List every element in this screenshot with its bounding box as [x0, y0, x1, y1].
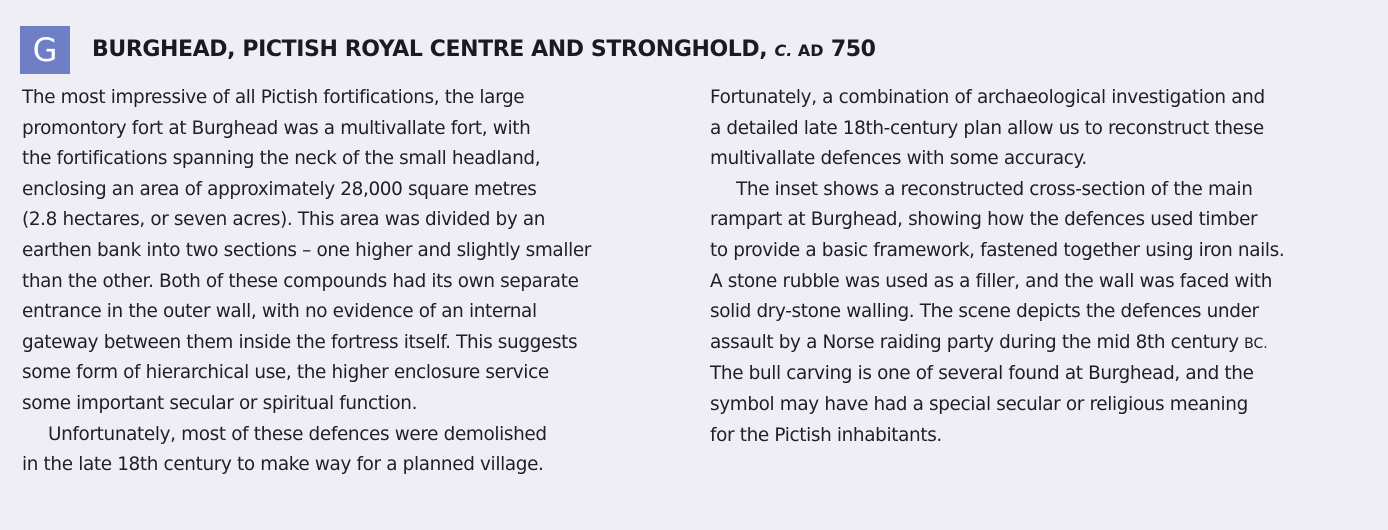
- text-line: rampart at Burghead, showing how the defences used timber: [710, 209, 1258, 231]
- text-line: solid dry-stone walling. The scene depicts the defences under: [710, 301, 1259, 323]
- text-line: symbol may have had a special secular or religious meaning: [710, 393, 1248, 415]
- text-line: in the late 18th century to make way for a planned village.: [22, 454, 544, 476]
- text-line: A stone rubble was used as a filler, and the wall was faced with: [710, 270, 1273, 292]
- left-text-column: [22, 83, 692, 481]
- text-line: multivallate defences with some accuracy.: [710, 148, 1087, 170]
- section-letter-badge: G: [20, 26, 70, 74]
- text-line: Fortunately, a combination of archaeological investigation and: [710, 87, 1265, 108]
- section-title: BURGHEAD, PICTISH ROYAL CENTRE AND STRONGHOLD,: [92, 37, 768, 62]
- text-line-content: assault by a Norse raiding party during the mid 8th century: [710, 331, 1239, 353]
- text-line: a detailed late 18th-century plan allow us to reconstruct these: [710, 117, 1264, 139]
- text-line: the fortifications spanning the neck of the small headland,: [22, 148, 541, 170]
- text-line: promontory fort at Burghead was a multivallate fort, with: [22, 117, 531, 139]
- text-line: some important secular or spiritual function.: [22, 392, 418, 414]
- left-paragraph-1: [22, 83, 692, 420]
- text-line: [710, 328, 1380, 360]
- right-paragraph-1: [710, 83, 1380, 175]
- text-line: entrance in the outer wall, with no evidence of an internal: [22, 301, 537, 323]
- text-line: gateway between them inside the fortress itself. This suggests: [22, 331, 578, 353]
- section-year: 750: [830, 37, 876, 62]
- text-line: enclosing an area of approximately 28,000 square metres: [22, 178, 537, 200]
- text-line: Unfortunately, most of these defences were demolished: [48, 423, 547, 445]
- left-paragraph-2: [22, 420, 692, 481]
- text-line: The bull carving is one of several found at Burghead, and the: [710, 363, 1254, 385]
- text-line: for the Pictish inhabitants.: [710, 424, 942, 446]
- right-paragraph-2: [710, 175, 1380, 451]
- text-line: to provide a basic framework, fastened together using iron nails.: [710, 239, 1285, 261]
- section-heading: [92, 34, 876, 67]
- text-line: The inset shows a reconstructed cross-section of the main: [736, 178, 1253, 200]
- text-line: some form of hierarchical use, the higher enclosure service: [22, 362, 549, 384]
- section-date: [775, 41, 824, 60]
- text-line: than the other. Both of these compounds had its own separate: [22, 270, 579, 292]
- era-label: AD: [797, 41, 824, 60]
- text-line: (2.8 hectares, or seven acres). This area was divided by an: [22, 209, 546, 231]
- circa-label: C.: [774, 41, 793, 60]
- text-line: The most impressive of all Pictish fortifications, the large: [22, 87, 525, 108]
- era-suffix: BC.: [1244, 335, 1268, 352]
- text-line: earthen bank into two sections – one higher and slightly smaller: [22, 239, 592, 261]
- right-text-column: [710, 83, 1380, 451]
